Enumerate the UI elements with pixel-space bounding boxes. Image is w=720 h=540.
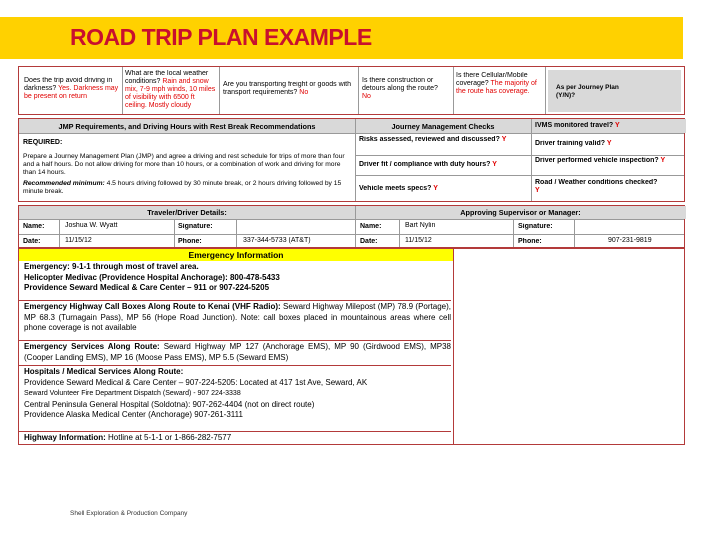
question-darkness: Does the trip avoid driving in darkness? Yes. Darkness may be present on return xyxy=(24,77,119,100)
check-risks: Risks assessed, reviewed and discussed? Y xyxy=(359,136,507,143)
approver-date-label: Date: xyxy=(360,238,378,245)
approver-phone: 907-231-9819 xyxy=(608,237,652,244)
emergency-hospitals: Hospitals / Medical Services Along Route: Providence Seward Medical & Care Center – 907-224-5205: Located at 417 1st Ave, Seward, AK Seward Volunteer Fire Department Dispatch (Seward) - 907 224-3338 Central Peninsula General Hospital (Soldotna): 907-262-4404 (not on direct route) Providence Alaska Medical Center (Anchorage) 907-261-3111 xyxy=(24,367,368,419)
jmp-checks-block xyxy=(18,118,685,202)
emergency-title: Emergency Information xyxy=(19,249,453,261)
emergency-main: Emergency: 9-1-1 through most of travel area. Helicopter Medivac (Providence Hospital Anchorage): 800-478-5433 Providence Seward Medical & Care Center – 911 or 907-224-5205 xyxy=(24,262,280,292)
traveler-phone-label: Phone: xyxy=(178,238,202,245)
question-weather: What are the local weather conditions? Rain and snow mix, 7-9 mph winds, 10 miles of visibility with 6500 ft ceiling. Mostly cloudy xyxy=(125,70,216,109)
emergency-services: Emergency Services Along Route: Seward Highway MP 127 (Anchorage EMS), MP 90 (Girdwood EMS), MP38 (Cooper Landing EMS), MP 16 (Moose Pass EMS), MP 5.5 (Seward EMS) xyxy=(24,342,451,362)
ivms-check-3: Road / Weather conditions checked? Y xyxy=(535,179,658,194)
traveler-header: Traveler/Driver Details: xyxy=(147,208,227,217)
emergency-highway: Highway Information: Hotline at 5-1-1 or 1-866-282-7577 xyxy=(24,433,232,442)
jmp-header: JMP Requirements, and Driving Hours with Rest Break Recommendations xyxy=(58,122,316,131)
jmp-required-label: REQUIRED: xyxy=(23,139,63,146)
ivms-check-0: IVMS monitored travel? Y xyxy=(535,122,620,129)
footer-company: Shell Exploration & Production Company xyxy=(70,510,188,517)
ivms-check-2: Driver performed vehicle inspection? Y xyxy=(535,157,666,164)
question-freight: Are you transporting freight or goods with transport requirements? No xyxy=(223,81,352,96)
traveler-phone: 337-344-5733 (AT&T) xyxy=(243,237,311,244)
approver-date: 11/15/12 xyxy=(405,237,432,244)
question-cellular: Is there Cellular/Mobile coverage? The majority of the route has coverage. xyxy=(456,72,537,95)
approver-name-label: Name: xyxy=(360,223,382,230)
emergency-block xyxy=(18,248,685,445)
traveler-date-label: Date: xyxy=(23,238,41,245)
approver-phone-label: Phone: xyxy=(518,238,542,245)
jmp-required-text: Prepare a Journey Management Plan (JMP) and agree a driving and rest schedule for trips of more than four and a half hours. Do not allow driving for more than 10 hours, or a combination of work and driving for more than 14 hours. xyxy=(23,153,345,176)
checks-header: Journey Management Checks xyxy=(391,122,495,131)
emergency-callboxes: Emergency Highway Call Boxes Along Route to Kenai (VHF Radio): Seward Highway Milepost (MP) 78.9 (Portage), MP 68.3 (Turnagain Pass), MP 56 (Hope Road Junction). Note: call boxes placed in mountainous areas where cell phone coverage is not available xyxy=(24,302,451,332)
traveler-name-label: Name: xyxy=(23,223,45,230)
title-bar xyxy=(0,17,683,59)
journey-plan-box: As per Journey Plan (Y/N)? xyxy=(548,70,681,112)
page-title: ROAD TRIP PLAN EXAMPLE xyxy=(70,24,372,50)
check-driver-fit: Driver fit / compliance with duty hours? Y xyxy=(359,161,497,168)
traveler-name: Joshua W. Wyatt xyxy=(65,222,118,229)
jmp-recommended: Recommended minimum: 4.5 hours driving followed by 30 minute break, or 2 hours driving followed by 15 minute break. xyxy=(23,180,342,195)
questions-block xyxy=(18,66,685,115)
traveler-signature-label: Signature: xyxy=(178,223,213,230)
approver-signature-label: Signature: xyxy=(518,223,553,230)
approver-header: Approving Supervisor or Manager: xyxy=(460,208,581,217)
approver-name: Bart Nylin xyxy=(405,222,436,229)
ivms-check-1: Driver training valid? Y xyxy=(535,140,612,147)
details-block xyxy=(18,205,685,248)
question-construction: Is there construction or detours along the route? No xyxy=(362,77,438,100)
traveler-date: 11/15/12 xyxy=(65,237,92,244)
check-vehicle: Vehicle meets specs? Y xyxy=(359,185,438,192)
